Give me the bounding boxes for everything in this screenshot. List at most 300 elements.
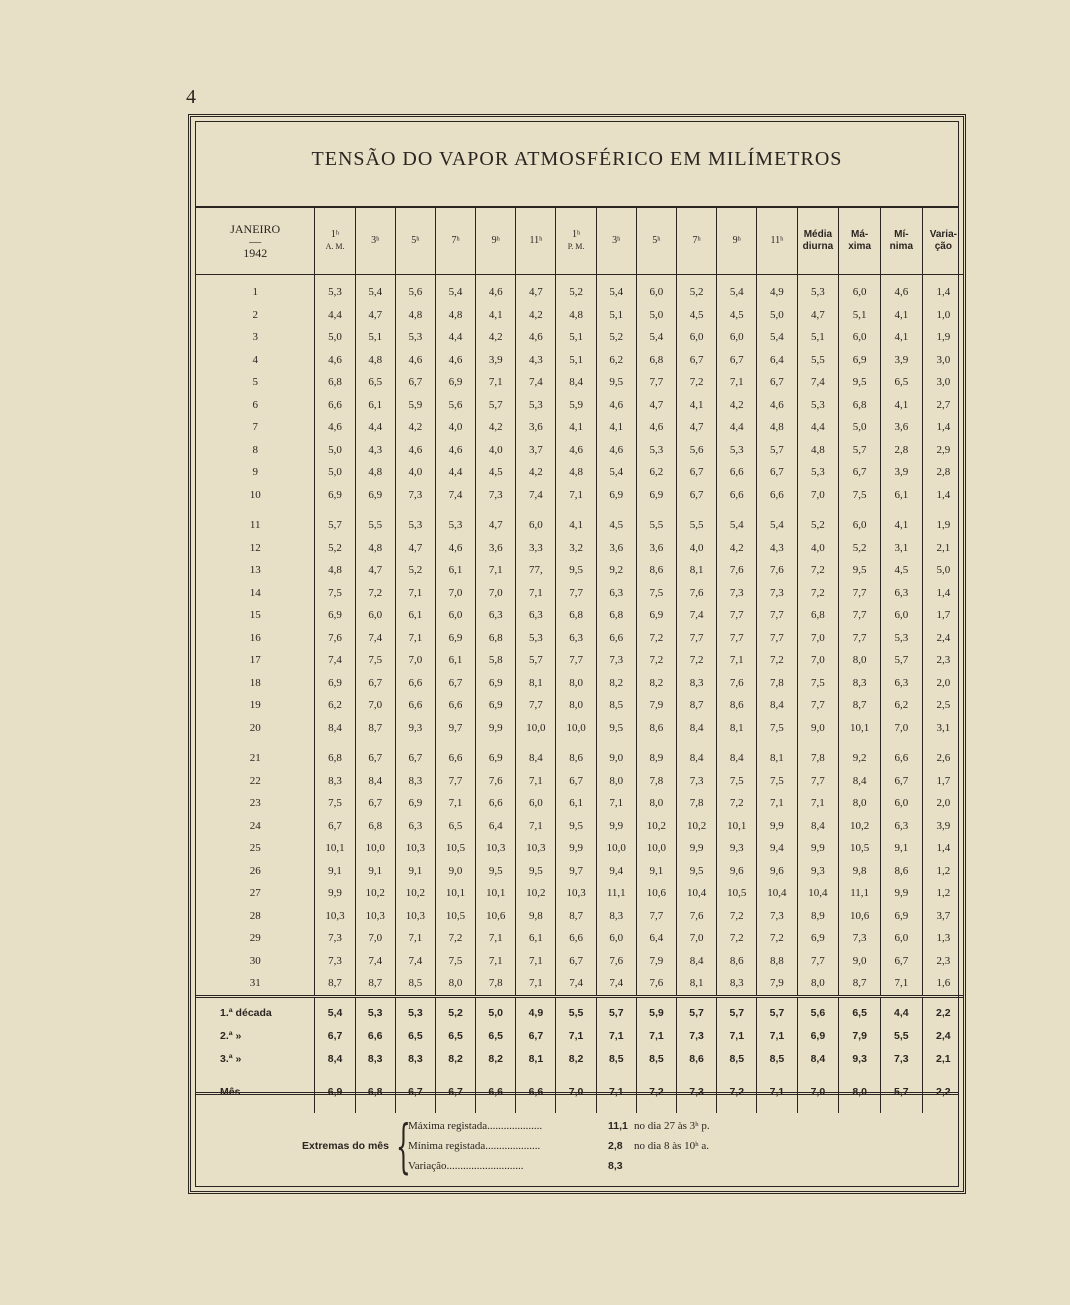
value-cell: 10,0 (636, 837, 676, 860)
value-cell: 7,5 (315, 582, 355, 605)
table-row (196, 815, 964, 838)
summary-value: 8,2 (435, 1048, 475, 1071)
day-label: 16 (249, 631, 261, 644)
gap-cell (922, 739, 964, 747)
summary-value: 8,2 (556, 1048, 596, 1071)
summary-value: 7,1 (596, 1071, 636, 1113)
value-cell: 7,5 (757, 717, 797, 740)
value-cell: 9,8 (516, 905, 556, 928)
extreme-value: 8,3 (608, 1160, 623, 1172)
gap-cell (196, 739, 315, 747)
value-cell: 6,6 (395, 694, 435, 717)
value-cell: 4,4 (797, 416, 839, 439)
table-row (196, 537, 964, 560)
value-cell: 2,4 (922, 627, 964, 650)
value-cell: 7,7 (717, 604, 757, 627)
value-cell: 6,9 (476, 672, 516, 695)
summary-value: 2,4 (922, 1025, 964, 1048)
value-cell: 5,3 (797, 461, 839, 484)
summary-value: 7,1 (596, 1025, 636, 1048)
table-row (196, 326, 964, 349)
value-cell: 8,4 (556, 371, 596, 394)
value-cell: 3,7 (922, 905, 964, 928)
value-cell: 1,7 (922, 770, 964, 793)
value-cell: 2,6 (922, 747, 964, 770)
value-cell: 8,3 (596, 905, 636, 928)
value-cell: 8,7 (355, 972, 395, 996)
value-cell: 7,9 (757, 972, 797, 996)
value-cell: 9,9 (315, 882, 355, 905)
value-cell: 4,0 (395, 461, 435, 484)
extreme-name (408, 1140, 598, 1152)
value-cell: 5,0 (636, 304, 676, 327)
value-cell: 5,9 (556, 394, 596, 417)
value-cell: 9,0 (839, 950, 881, 973)
value-cell: 7,7 (757, 627, 797, 650)
table-row (196, 950, 964, 973)
value-cell: 11,1 (839, 882, 881, 905)
column-header-sub: ção (934, 241, 952, 252)
value-cell: 7,1 (516, 972, 556, 996)
value-cell: 4,6 (476, 275, 516, 304)
value-cell: 4,2 (395, 416, 435, 439)
value-cell: 9,9 (677, 837, 717, 860)
value-cell: 3,2 (556, 537, 596, 560)
value-cell: 3,9 (880, 461, 922, 484)
summary-value: 7,1 (636, 1025, 676, 1048)
value-cell: 6,7 (757, 461, 797, 484)
value-cell: 9,5 (476, 860, 516, 883)
day-label: 31 (249, 977, 261, 990)
value-cell: 1,9 (922, 514, 964, 537)
value-cell: 5,3 (880, 627, 922, 650)
table-row (196, 371, 964, 394)
value-cell: 7,8 (636, 770, 676, 793)
gap-cell (717, 739, 757, 747)
column-header (636, 208, 676, 275)
gap-cell (355, 739, 395, 747)
value-cell: 6,7 (395, 371, 435, 394)
value-cell: 8,1 (677, 559, 717, 582)
value-cell: 3,1 (880, 537, 922, 560)
day-label: 27 (249, 887, 261, 900)
value-cell: 7,4 (556, 972, 596, 996)
value-cell: 7,3 (395, 484, 435, 507)
value-cell: 5,2 (556, 275, 596, 304)
value-cell: 2,7 (922, 394, 964, 417)
value-cell: 6,6 (880, 747, 922, 770)
value-cell: 7,0 (355, 927, 395, 950)
value-cell: 5,3 (315, 275, 355, 304)
gap-cell (797, 739, 839, 747)
value-cell: 7,5 (717, 770, 757, 793)
value-cell: 2,5 (922, 694, 964, 717)
gap-cell (556, 739, 596, 747)
summary-value: 8,5 (717, 1048, 757, 1071)
gap-cell (636, 739, 676, 747)
value-cell: 9,5 (839, 559, 881, 582)
value-cell: 6,9 (797, 927, 839, 950)
summary-value: 2,1 (922, 1048, 964, 1071)
value-cell: 8,4 (677, 717, 717, 740)
summary-value: 5,7 (717, 996, 757, 1025)
value-cell: 4,1 (880, 514, 922, 537)
gap-cell (476, 506, 516, 514)
summary-value: 7,0 (556, 1071, 596, 1113)
value-cell: 10,2 (677, 815, 717, 838)
value-cell: 4,2 (476, 416, 516, 439)
value-cell: 1,4 (922, 837, 964, 860)
value-cell: 8,4 (516, 747, 556, 770)
gap-cell (355, 506, 395, 514)
column-header-main: 9ʰ (732, 235, 741, 246)
gap-cell (556, 506, 596, 514)
summary-value: 7,1 (757, 1025, 797, 1048)
value-cell: 7,5 (355, 649, 395, 672)
value-cell: 10,5 (435, 837, 475, 860)
summary-value: 2,2 (922, 996, 964, 1025)
table-row (196, 860, 964, 883)
gap-cell (880, 506, 922, 514)
table-row (196, 927, 964, 950)
value-cell: 9,0 (797, 717, 839, 740)
value-cell: 6,7 (677, 349, 717, 372)
summary-value: 8,3 (355, 1048, 395, 1071)
value-cell: 6,9 (355, 484, 395, 507)
value-cell: 5,7 (476, 394, 516, 417)
value-cell: 6,9 (315, 604, 355, 627)
day-label: 29 (249, 932, 261, 945)
value-cell: 5,8 (476, 649, 516, 672)
value-cell: 6,6 (435, 747, 475, 770)
value-cell: 6,6 (757, 484, 797, 507)
gap-cell (516, 506, 556, 514)
day-label: 22 (249, 774, 261, 787)
value-cell: 4,2 (717, 394, 757, 417)
value-cell: 10,5 (435, 905, 475, 928)
value-cell: 10,4 (677, 882, 717, 905)
value-cell: 5,5 (677, 514, 717, 537)
summary-value: 6,9 (315, 1071, 355, 1113)
value-cell: 3,6 (596, 537, 636, 560)
summary-value: 6,9 (797, 1025, 839, 1048)
value-cell: 4,1 (476, 304, 516, 327)
value-cell: 7,0 (435, 582, 475, 605)
table-row (196, 582, 964, 605)
value-cell: 8,4 (757, 694, 797, 717)
value-cell: 7,1 (717, 649, 757, 672)
value-cell: 7,8 (476, 972, 516, 996)
day-label: 14 (249, 586, 261, 599)
value-cell: 7,7 (839, 604, 881, 627)
value-cell: 6,9 (315, 484, 355, 507)
day-label: 23 (249, 797, 261, 810)
summary-row (196, 996, 964, 1025)
gap-cell (476, 739, 516, 747)
value-cell: 6,4 (757, 349, 797, 372)
value-cell: 9,9 (476, 717, 516, 740)
column-header (839, 208, 881, 275)
value-cell: 3,9 (922, 815, 964, 838)
table-row (196, 882, 964, 905)
value-cell: 4,5 (880, 559, 922, 582)
value-cell: 9,3 (797, 860, 839, 883)
table-row (196, 694, 964, 717)
value-cell: 3,7 (516, 439, 556, 462)
summary-value: 6,5 (395, 1025, 435, 1048)
column-header (880, 208, 922, 275)
gap-cell (880, 739, 922, 747)
table-row (196, 394, 964, 417)
value-cell: 8,0 (839, 649, 881, 672)
value-cell: 9,0 (596, 747, 636, 770)
value-cell: 6,1 (435, 559, 475, 582)
value-cell: 5,2 (677, 275, 717, 304)
value-cell: 9,5 (839, 371, 881, 394)
summary-value: 8,3 (395, 1048, 435, 1071)
value-cell: 6,3 (476, 604, 516, 627)
table-row (196, 770, 964, 793)
value-cell: 3,9 (476, 349, 516, 372)
value-cell: 6,7 (677, 484, 717, 507)
column-header (476, 208, 516, 275)
value-cell: 10,4 (757, 882, 797, 905)
value-cell: 4,6 (516, 326, 556, 349)
column-header-main: 5ʰ (411, 235, 420, 246)
value-cell: 6,6 (596, 627, 636, 650)
value-cell: 7,1 (476, 559, 516, 582)
value-cell: 7,4 (355, 950, 395, 973)
column-header (556, 208, 596, 275)
value-cell: 7,4 (677, 604, 717, 627)
value-cell: 4,0 (677, 537, 717, 560)
value-cell: 1,9 (922, 326, 964, 349)
column-header-main: Varia- (929, 229, 957, 240)
value-cell: 9,1 (880, 837, 922, 860)
value-cell: 8,3 (717, 972, 757, 996)
value-cell: 10,3 (395, 905, 435, 928)
value-cell: 8,3 (395, 770, 435, 793)
value-cell: 1,4 (922, 582, 964, 605)
day-label: 11 (249, 519, 261, 532)
value-cell: 7,6 (596, 950, 636, 973)
value-cell: 6,7 (717, 349, 757, 372)
value-cell: 9,1 (315, 860, 355, 883)
summary-value: 7,0 (797, 1071, 839, 1113)
table-row (196, 349, 964, 372)
value-cell: 4,1 (880, 304, 922, 327)
summary-values (196, 996, 964, 1113)
column-header (516, 208, 556, 275)
gap-cell (717, 506, 757, 514)
value-cell: 5,5 (636, 514, 676, 537)
value-cell: 6,7 (435, 672, 475, 695)
value-cell: 7,7 (797, 770, 839, 793)
value-cell: 7,7 (797, 694, 839, 717)
value-cell: 4,1 (880, 326, 922, 349)
value-cell: 7,7 (839, 627, 881, 650)
brace-symbol: { (396, 1112, 411, 1180)
summary-value: 4,9 (516, 996, 556, 1025)
value-cell: 6,0 (839, 275, 881, 304)
value-cell: 4,8 (757, 416, 797, 439)
value-cell: 4,2 (717, 537, 757, 560)
value-cell: 8,0 (797, 972, 839, 996)
summary-value: 5,5 (880, 1025, 922, 1048)
value-cell: 6,9 (596, 484, 636, 507)
value-cell: 4,8 (355, 349, 395, 372)
summary-value: 6,7 (315, 1025, 355, 1048)
value-cell: 9,7 (556, 860, 596, 883)
value-cell: 7,0 (797, 627, 839, 650)
value-cell: 5,4 (757, 514, 797, 537)
value-cell: 9,5 (677, 860, 717, 883)
value-cell: 4,7 (636, 394, 676, 417)
value-cell: 6,7 (355, 747, 395, 770)
value-cell: 5,3 (516, 627, 556, 650)
value-cell: 7,2 (677, 649, 717, 672)
value-cell: 10,2 (355, 882, 395, 905)
value-cell: 7,1 (556, 484, 596, 507)
extreme-leader-dots: .................... (487, 1120, 543, 1132)
value-cell: 6,3 (395, 815, 435, 838)
table-row (196, 792, 964, 815)
value-cell: 6,8 (315, 747, 355, 770)
value-cell: 7,0 (355, 694, 395, 717)
value-cell: 5,0 (922, 559, 964, 582)
value-cell: 4,5 (596, 514, 636, 537)
value-cell: 9,5 (556, 815, 596, 838)
value-cell: 6,6 (717, 484, 757, 507)
value-cell: 4,5 (717, 304, 757, 327)
value-cell: 8,4 (839, 770, 881, 793)
value-cell: 7,5 (839, 484, 881, 507)
summary-row (196, 1025, 964, 1048)
summary-label: Mês (220, 1085, 241, 1098)
value-cell: 6,3 (880, 582, 922, 605)
value-cell: 6,2 (315, 694, 355, 717)
value-cell: 6,6 (435, 694, 475, 717)
summary-value: 7,3 (677, 1025, 717, 1048)
value-cell: 10,3 (476, 837, 516, 860)
value-cell: 7,8 (757, 672, 797, 695)
value-cell: 4,7 (395, 537, 435, 560)
summary-value: 5,7 (677, 996, 717, 1025)
gap-cell (516, 739, 556, 747)
value-cell: 6,8 (315, 371, 355, 394)
value-cell: 7,1 (880, 972, 922, 996)
value-cell: 9,4 (757, 837, 797, 860)
month-label: JANEIRO (230, 222, 281, 236)
value-cell: 8,4 (717, 747, 757, 770)
day-label: 15 (249, 609, 261, 622)
summary-value: 7,2 (717, 1071, 757, 1113)
month-dash: — (249, 234, 262, 248)
value-cell: 6,2 (880, 694, 922, 717)
value-cell: 6,6 (717, 461, 757, 484)
gap-cell (839, 739, 881, 747)
table-row (196, 837, 964, 860)
summary-value: 6,6 (355, 1025, 395, 1048)
value-cell: 8,4 (355, 770, 395, 793)
value-cell: 6,0 (355, 604, 395, 627)
extreme-leader-dots: .................... (485, 1140, 541, 1152)
value-cell: 7,6 (315, 627, 355, 650)
gap-cell (677, 506, 717, 514)
gap-cell (757, 739, 797, 747)
summary-value: 5,3 (395, 996, 435, 1025)
extremes-label: Extremas do mês (302, 1140, 389, 1152)
value-cell: 10,5 (717, 882, 757, 905)
value-cell: 6,5 (435, 815, 475, 838)
summary-value: 5,7 (596, 996, 636, 1025)
column-header-sub: A. M. (325, 242, 345, 251)
value-cell: 9,9 (757, 815, 797, 838)
value-cell: 6,6 (315, 394, 355, 417)
value-cell: 4,8 (355, 461, 395, 484)
value-cell: 6,9 (880, 905, 922, 928)
value-cell: 7,4 (516, 484, 556, 507)
value-cell: 4,6 (556, 439, 596, 462)
day-label: 8 (252, 443, 258, 456)
extreme-name-text: Máxima registada (408, 1120, 488, 1132)
value-cell: 9,0 (435, 860, 475, 883)
gap-cell (315, 739, 355, 747)
extreme-value: 2,8 (608, 1140, 623, 1152)
value-cell: 4,1 (880, 394, 922, 417)
value-cell: 6,8 (596, 604, 636, 627)
value-cell: 8,6 (717, 950, 757, 973)
value-cell: 4,6 (596, 439, 636, 462)
value-cell: 7,8 (677, 792, 717, 815)
value-cell: 7,0 (677, 927, 717, 950)
value-cell: 9,9 (556, 837, 596, 860)
column-header (922, 208, 964, 275)
value-cell: 7,2 (636, 627, 676, 650)
extreme-value: 11,1 (608, 1120, 628, 1132)
page-number: 4 (186, 86, 196, 108)
table-row (196, 672, 964, 695)
table-row (196, 627, 964, 650)
value-cell: 10,2 (839, 815, 881, 838)
value-cell: 7,5 (435, 950, 475, 973)
value-cell: 8,6 (636, 559, 676, 582)
value-cell: 6,4 (476, 815, 516, 838)
value-cell: 10,0 (355, 837, 395, 860)
value-cell: 7,7 (717, 627, 757, 650)
summary-value: 8,4 (315, 1048, 355, 1071)
value-cell: 8,7 (355, 717, 395, 740)
extreme-name (408, 1160, 598, 1172)
value-cell: 7,2 (717, 792, 757, 815)
table-frame (188, 114, 966, 1194)
value-cell: 2,3 (922, 950, 964, 973)
value-cell: 3,6 (516, 416, 556, 439)
value-cell: 7,1 (395, 582, 435, 605)
value-cell: 8,6 (880, 860, 922, 883)
value-cell: 8,1 (677, 972, 717, 996)
summary-value: 7,2 (636, 1071, 676, 1113)
day-label: 25 (249, 842, 261, 855)
value-cell: 7,3 (476, 484, 516, 507)
extreme-row (408, 1160, 768, 1180)
value-cell: 6,7 (556, 950, 596, 973)
value-cell: 2,0 (922, 792, 964, 815)
value-cell: 4,5 (677, 304, 717, 327)
value-cell: 5,3 (435, 514, 475, 537)
gap-cell (596, 739, 636, 747)
value-cell: 7,2 (677, 371, 717, 394)
